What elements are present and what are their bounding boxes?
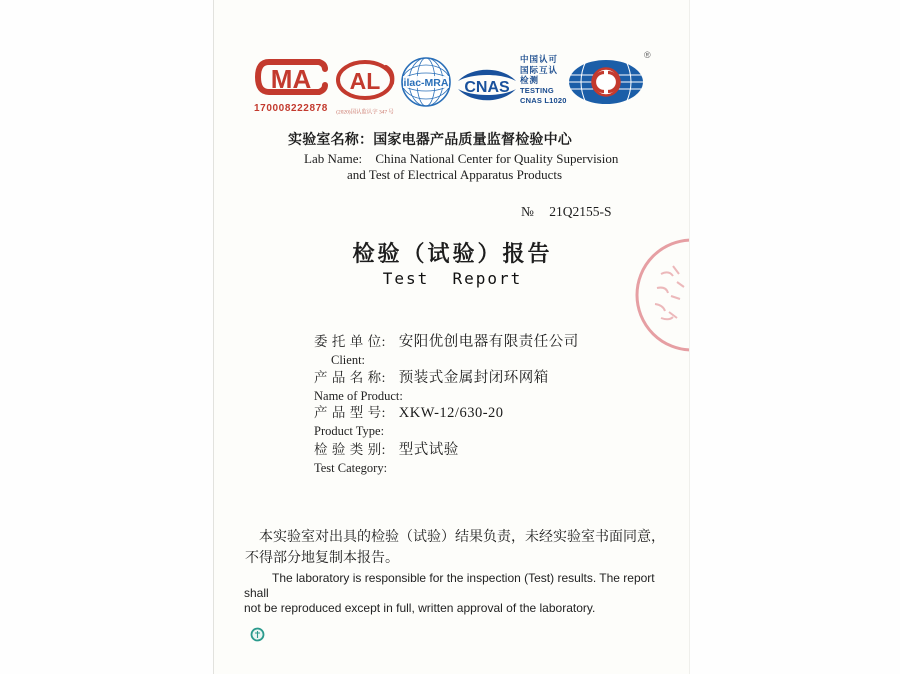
svg-text:CNAS: CNAS bbox=[464, 79, 510, 96]
field-product-name bbox=[314, 366, 549, 404]
disclaimer-cn bbox=[245, 527, 679, 569]
field-line bbox=[314, 366, 549, 387]
disclaimer-en bbox=[244, 571, 682, 616]
field-test-category bbox=[314, 438, 459, 476]
field-line bbox=[314, 330, 579, 351]
globe-emblem-icon bbox=[566, 94, 646, 111]
report-title-cn: 检验（试验）报告 bbox=[352, 241, 553, 266]
lab-name-cn: 实验室名称：国家电器产品质量监督检验中心 bbox=[288, 133, 572, 148]
report-number-value: 21Q2155-S bbox=[549, 204, 612, 219]
disclaimer-cn-line2: 不得部分地复制本报告。 bbox=[245, 551, 399, 566]
registered-trademark-symbol: ® bbox=[644, 50, 651, 60]
disclaimer-cn-line1: 本实验室对出具的检验（试验）结果负责，未经实验室书面同意， bbox=[259, 530, 665, 545]
ilac-mra-label: ilac-MRA bbox=[403, 77, 449, 89]
field-label-en: Name of Product: bbox=[314, 389, 403, 403]
disclaimer-en-line1: The laboratory is responsible for the inspection (Test) results. The report shall bbox=[244, 571, 655, 600]
lab-name-en-line1: China National Center for Quality Supervision bbox=[375, 151, 619, 166]
field-label-en: Client: bbox=[331, 353, 366, 367]
field-label-cn: 产 品 名 称: bbox=[314, 370, 386, 385]
field-line bbox=[314, 401, 504, 422]
al-mark bbox=[332, 59, 398, 116]
cnas-text-line: 国际互认 bbox=[520, 64, 559, 75]
accreditation-logo-strip bbox=[214, 0, 690, 120]
cnas-text-line: TESTING bbox=[520, 85, 554, 95]
ilac-mra-icon bbox=[400, 77, 452, 112]
cma-certificate-number: 170008222878 bbox=[254, 103, 328, 114]
cma-icon bbox=[253, 64, 329, 101]
field-label-en: Test Category: bbox=[314, 461, 388, 475]
cnas-text-line: 中国认可 bbox=[520, 54, 559, 64]
cnas-text-line: 检测 bbox=[520, 75, 540, 85]
al-caption: (2020)国认监认字 347 号 bbox=[336, 110, 394, 116]
field-line bbox=[314, 438, 459, 459]
field-product-type bbox=[314, 401, 504, 439]
al-icon bbox=[334, 68, 396, 105]
red-seal-stamp-icon bbox=[633, 236, 690, 354]
lab-name-en-label: Lab Name: bbox=[304, 151, 363, 166]
report-title-en: Test Report bbox=[382, 269, 523, 288]
cnas-mark bbox=[456, 65, 518, 110]
lab-name-en-row bbox=[304, 151, 618, 167]
field-label-cn: 委 托 单 位: bbox=[314, 334, 386, 349]
field-label-cn: 产 品 型 号: bbox=[314, 405, 386, 420]
cnas-registration-number: CNAS L1020 bbox=[520, 95, 567, 105]
field-value: 预装式金属封闭环网箱 bbox=[398, 370, 549, 386]
cma-mark bbox=[252, 57, 330, 114]
field-value: 安阳优创电器有限责任公司 bbox=[398, 334, 579, 350]
teal-dot-icon bbox=[250, 627, 265, 642]
field-label-en: Product Type: bbox=[314, 424, 385, 438]
svg-text:MA: MA bbox=[270, 64, 312, 94]
report-page bbox=[213, 0, 690, 674]
field-client bbox=[314, 330, 579, 368]
report-number-label: № bbox=[521, 204, 534, 219]
lab-name-en-line2: and Test of Electrical Apparatus Products bbox=[347, 167, 563, 182]
svg-text:AL: AL bbox=[349, 68, 381, 94]
disclaimer-en-line2: not be reproduced except in full, written approval of the laboratory. bbox=[244, 601, 596, 615]
cnas-icon bbox=[456, 79, 518, 109]
field-label-cn: 检 验 类 别: bbox=[314, 442, 386, 457]
report-number bbox=[521, 204, 612, 220]
globe-emblem-mark bbox=[566, 57, 646, 112]
ilac-mra-mark bbox=[400, 56, 452, 113]
field-value: XKW-12/630-20 bbox=[398, 405, 504, 421]
field-value: 型式试验 bbox=[398, 442, 459, 458]
